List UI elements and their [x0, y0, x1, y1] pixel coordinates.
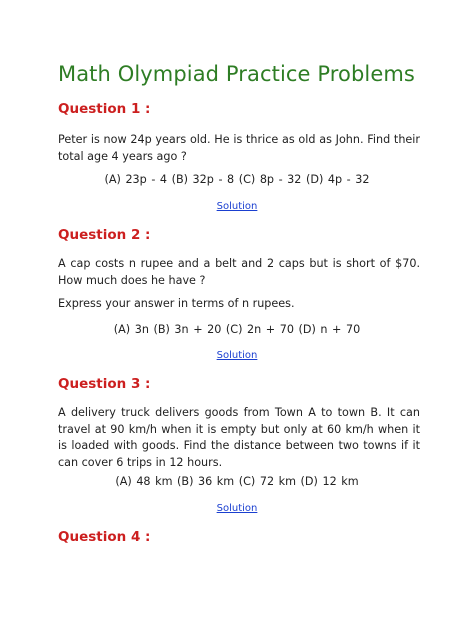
question-2-options: (A) 3n (B) 3n + 20 (C) 2n + 70 (D) n + 70 — [113, 323, 361, 336]
question-2-heading: Question 2 : — [58, 227, 151, 243]
question-3-solution-link[interactable]: Solution — [216, 503, 258, 514]
question-1-text: Peter is now 24p years old. He is thrice as old as John. Find their total age 4 years ago ? — [58, 133, 420, 163]
question-1-options: (A) 23p - 4 (B) 32p - 8 (C) 8p - 32 (D) 4p - 32 — [104, 173, 370, 186]
question-1-solution-link[interactable]: Solution — [216, 201, 258, 212]
question-4-heading: Question 4 : — [58, 529, 151, 545]
question-2-instruction: Express your answer in terms of n rupees. — [58, 297, 295, 310]
question-1-heading: Question 1 : — [58, 101, 151, 117]
question-2-solution-link[interactable]: Solution — [216, 350, 258, 361]
question-3-options: (A) 48 km (B) 36 km (C) 72 km (D) 12 km — [115, 475, 359, 488]
question-3-heading: Question 3 : — [58, 376, 151, 392]
question-2-text: A cap costs n rupee and a belt and 2 caps but is short of $70. How much does he have ? — [58, 257, 420, 287]
page-title: Math Olympiad Practice Problems — [58, 62, 415, 86]
question-3-text: A delivery truck delivers goods from Town A to town B. It can travel at 90 km/h when it is empty but only at 60 km/h when it is loaded with goods. Find the distance between two towns if it can cover 6 trips in 12 hours. — [58, 406, 420, 469]
